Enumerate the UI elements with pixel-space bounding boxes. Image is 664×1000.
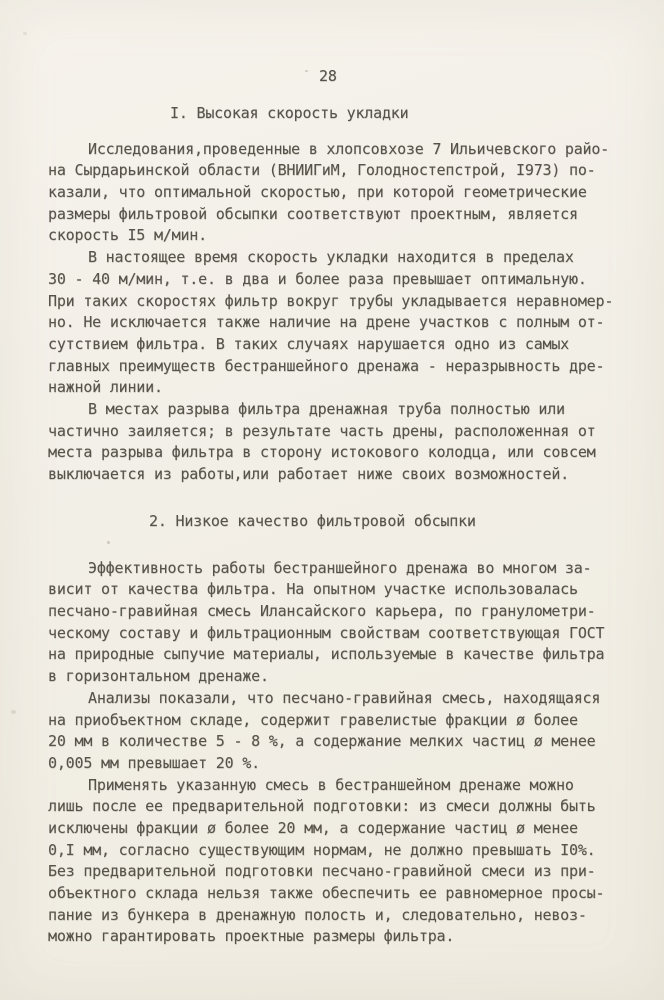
text-line: исключены фракции ø более 20 мм, а содержание частиц ø менее	[48, 818, 578, 837]
text-line: на природные сыпучие материалы, используемые в качестве фильтра	[48, 645, 605, 664]
text-line: В местах разрыва фильтра дренажная труба полностью или	[88, 399, 565, 418]
text-line: висит от качества фильтра. На опытном участке использовалась	[48, 580, 578, 599]
section	[48, 511, 626, 948]
text-line: частично заиляется; в результате часть дрены, расположенная от	[48, 421, 596, 440]
scan-speck	[23, 32, 27, 35]
section-heading: 2. Низкое качество фильтровой обсыпки	[149, 512, 476, 530]
paragraph	[48, 558, 626, 688]
text-line: В настоящее время скорость укладки находится в пределах	[88, 248, 574, 267]
text-line: нажной линии.	[48, 378, 163, 397]
text-line: на приобъектном складе, содержит гравелистые фракции ø более	[48, 710, 578, 729]
text-line: Анализы показали, что песчано-гравийная смесь, находящаяся	[88, 688, 601, 707]
text-line: Применять указанную смесь в бестраншейном дренаже можно	[88, 775, 574, 794]
text-line: можно гарантировать проектные размеры фильтра.	[48, 927, 455, 946]
scan-speck	[95, 143, 97, 145]
paragraph	[48, 247, 626, 399]
text-line: размеры фильтровой обсыпки соответствуют проектным, является	[48, 204, 578, 223]
text-line: 30 - 40 м/мин, т.е. в два и более раза превышает оптимальную.	[48, 269, 587, 288]
text-line: Эффективность работы бестраншейного дренажа во многом за-	[88, 558, 592, 577]
paragraph	[48, 688, 626, 775]
text-line: 20 мм в количестве 5 - 8 %, а содержание мелких частиц ø менее	[48, 732, 596, 751]
paragraph	[48, 399, 626, 486]
text-line: 0,I мм, согласно существующим нормам, не должно превышать I0%.	[48, 840, 596, 859]
scan-speck	[11, 710, 16, 714]
scan-speck	[107, 541, 110, 544]
text-line: выключается из работы,или работает ниже своих возможностей.	[48, 465, 570, 484]
text-line: казали, что оптимальной скоростью, при которой геометрические	[48, 183, 587, 202]
text-line: Исследования,проведенные в хлопсовхозе 7 Ильичевского райо-	[88, 139, 610, 158]
text-line: места разрыва фильтра в сторону истокового колодца, или совсем	[48, 443, 596, 462]
text-line: лишь после ее предварительной подготовки: из смеси должны быть	[48, 797, 596, 816]
text-line: Без предварительной подготовки песчано-гравийной смеси из при-	[48, 862, 596, 881]
text-line: главных преимуществ бестраншейного дренажа - неразрывность дре-	[48, 356, 605, 375]
text-line: При таких скоростях фильтр вокруг трубы укладывается неравномер-	[48, 291, 614, 310]
text-line: песчано-гравийная смесь Илансайского карьера, по гранулометри-	[48, 602, 596, 621]
section	[48, 103, 626, 486]
section-heading: I. Высокая скорость укладки	[170, 104, 409, 122]
paragraph	[48, 139, 626, 247]
text-line: на Сырдарьинской области (ВНИИГиМ, Голодностепстрой, I973) по-	[48, 161, 596, 180]
text-line: но. Не исключается также наличие на дрене участков с полным от-	[48, 313, 605, 332]
text-line: ческому составу и фильтрационным свойствам соответствующая ГОСТ	[48, 623, 605, 642]
text-line: пание из бункера в дренажную полость и, следовательно, невоз-	[48, 905, 587, 924]
paragraph	[48, 775, 626, 949]
text-line: скорость I5 м/мин.	[48, 226, 207, 245]
text-line: объектного склада нельзя также обеспечить ее равномерное просы-	[48, 884, 605, 903]
text-line: 0,005 мм превышает 20 %.	[48, 753, 260, 772]
scan-speck	[305, 70, 308, 72]
text-line: сутствием фильтра. В таких случаях нарушается одно из самых	[48, 334, 570, 353]
text-line: в горизонтальном дренаже.	[48, 667, 269, 686]
page-number: 28	[319, 67, 337, 85]
